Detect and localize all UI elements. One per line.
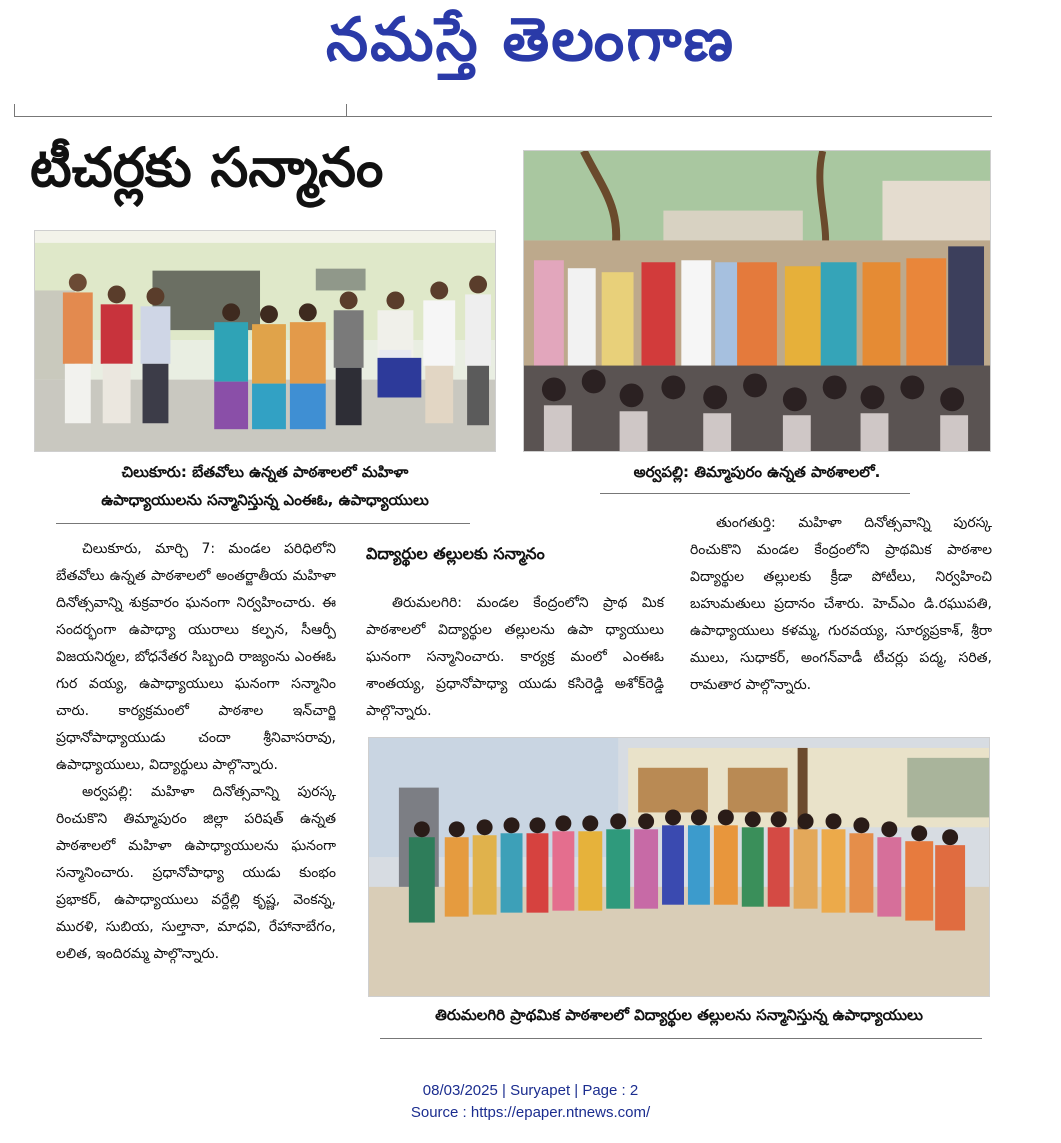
caption-bottom-photo: తిరుమలగిరి ప్రాథమిక పాఠశాలలో విద్యార్థుల తల్లులను సన్మానిస్తున్న ఉపాధ్యాయులు — [435, 1006, 923, 1024]
caption-left-line2: ఉపాధ్యాయులను సన్మానిస్తున్న ఎంఈఓ, ఉపాధ్యాయులు — [101, 491, 429, 509]
photo-teachers-felicitation — [34, 230, 496, 452]
article-paragraph-thungathurthi: తుంగతుర్తి: మహిళా దినోత్సవాన్ని పురస్క రించుకొని మండల కేంద్రంలోని ప్రాథమిక పాఠశాల విద్యార్థుల తల్లులకు క్రీడా పోటీలు, నిర్వహించి బహుమతులు ప్రదానం చేశారు. హెచ్‌ఎం డి.రఘుపతి, ఉపాధ్యాయులు కళమ్మ, గురవయ్య, సూర్యప్రకాశ్, శ్రీరా ములు, సుధాకర్, అంగన్‌వాడీ టీచర్లు పద్మ, సరిత, రామతార పాల్గొన్నారు. — [690, 515, 992, 693]
photo-timmapuram-school — [523, 150, 991, 452]
article-column-2 — [366, 590, 664, 730]
article-column-1 — [56, 536, 336, 1036]
footer-source: Source : https://epaper.ntnews.com/ — [410, 1104, 651, 1121]
article-column-3 — [690, 510, 992, 730]
article-paragraph-thirumalagiri: తిరుమలగిరి: మండల కేంద్రంలోని ప్రాథ మిక పాఠశాలలో విద్యార్థుల తల్లులను ఉపా ధ్యాయులు ఘనంగా సన్మానించారు. కార్యక్ర మంలో ఎంఈఓ శాంతయ్య, ప్రధానోపాధ్యా యుడు కసిరెడ్డి అశోక్‌రెడ్డి పాల్గొన్నారు. — [366, 595, 664, 719]
caption-left-underline — [56, 523, 470, 524]
rule-tick-left — [14, 104, 15, 116]
footer-date-page: 08/03/2025 | Suryapet | Page : 2 — [422, 1082, 639, 1099]
caption-bottom-underline — [380, 1038, 982, 1039]
rule-tick-mid — [346, 104, 347, 116]
caption-left-line1: చిలుకూరు: బేతవోలు ఉన్నత పాఠశాలలో మహిళా — [121, 463, 409, 481]
subheadline-mothers-felicitation: విద్యార్థుల తల్లులకు సన్మానం — [366, 544, 545, 563]
article-paragraph-chilukur: చిలుకూరు, మార్చి 7: మండల పరిధిలోని బేతవోలు ఉన్నత పాఠశాలలో అంతర్జాతీయ మహిళా దినోత్సవాన్ని శుక్రవారం ఘనంగా నిర్వహించారు. ఈ సందర్భంగా ఉపాధ్యా యురాలు కల్పన, సీఆర్పీ విజయనిర్మల, బోధనేతర సిబ్బంది రాజ్యంను ఎంఈఓ గుర వయ్య, ఉపాధ్యాయులు ఘనంగా సన్మానిం చారు. కార్యక్రమంలో పాఠశాల ఇన్‌చార్జి ప్రధానోపాధ్యాయుడు చందా శ్రీనివాసరావు, ఉపాధ్యాయులు, విద్యార్థులు పాల్గొన్నారు. — [56, 541, 336, 773]
caption-left-photo — [34, 458, 496, 518]
top-rule — [14, 116, 992, 117]
newspaper-masthead: నమస్తే తెలంగాణ — [325, 5, 736, 75]
caption-right-photo: అర్వపల్లి: తిమ్మాపురం ఉన్నత పాఠశాలలో. — [633, 463, 881, 481]
article-headline: టీచర్లకు సన్మానం — [30, 136, 384, 199]
article-paragraph-arvapalli: అర్వపల్లి: మహిళా దినోత్సవాన్ని పురస్క రించుకొని తిమ్మాపురం జిల్లా పరిషత్ ఉన్నత పాఠశాలలో మహిళా ఉపాధ్యాయులను ఘనంగా సన్మానించారు. ప్రధానోపాధ్యా యుడు కుంభం ప్రభాకర్, ఉపాధ్యాయులు వర్దేల్లి కృష్ణ, వెంకన్న, మురళి, సుబియ, సుల్తానా, మాధవి, రేహానాబేగం, లలిత, ఇందిరమ్మ పాల్గొన్నారు. — [56, 784, 336, 962]
photo-thirumalagiri-school — [368, 737, 990, 997]
caption-right-underline — [600, 493, 910, 494]
